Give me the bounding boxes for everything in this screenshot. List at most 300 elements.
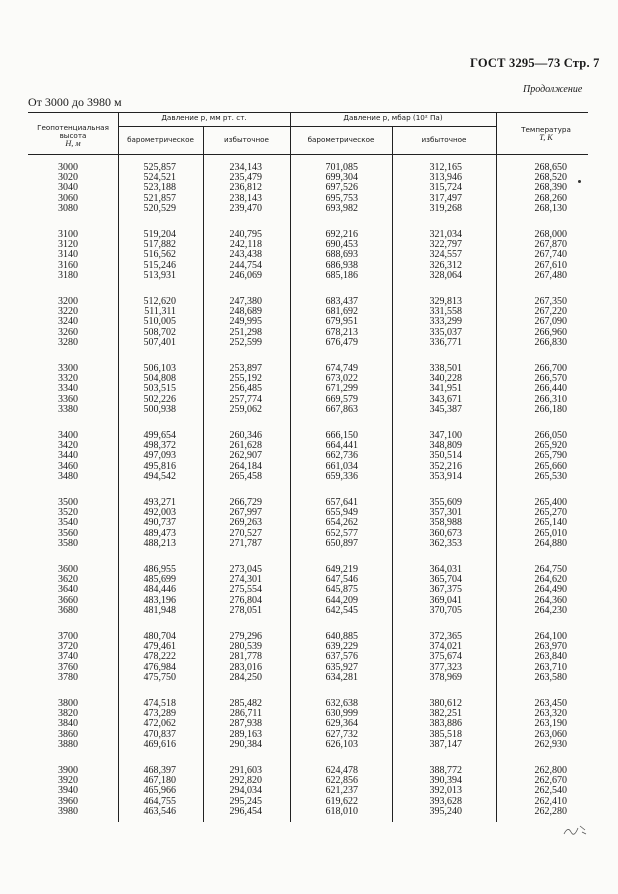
excess-mbar-cell: 365,704 [429,574,462,586]
excess-mbar-cell: 315,724 [429,182,462,194]
baro-mbar-cell: 679,951 [325,316,358,328]
table-row [0,431,618,441]
row-group [0,230,618,297]
baro-mm-cell: 465,966 [143,785,176,797]
table-row [0,261,618,271]
table-row [0,807,618,817]
height-cell: 3280 [58,336,78,348]
header-barometric-mm: барометрическое [127,135,194,144]
height-cell: 3940 [58,785,78,797]
temperature-cell: 265,920 [534,440,567,452]
baro-mbar-cell: 699,304 [325,172,358,184]
baro-mbar-cell: 655,949 [325,507,358,519]
excess-mm-cell: 236,812 [229,182,262,194]
excess-mm-cell: 262,907 [229,450,262,462]
height-cell: 3820 [58,708,78,720]
baro-mm-cell: 490,737 [143,517,176,529]
excess-mm-cell: 253,897 [229,363,262,374]
table-row [0,472,618,482]
excess-mm-cell: 243,438 [229,249,262,261]
baro-mbar-cell: 618,010 [325,805,358,817]
page-header: ГОСТ 3295—73 Стр. 7 [470,56,600,70]
table-row [0,240,618,250]
baro-mm-cell: 494,542 [143,470,176,482]
excess-mbar-cell: 331,558 [429,306,462,318]
height-cell: 3460 [58,460,78,472]
excess-mbar-cell: 383,886 [429,718,462,730]
temperature-cell: 268,650 [534,162,567,173]
excess-mm-cell: 280,539 [229,641,262,653]
excess-mbar-cell: 357,301 [429,507,462,519]
row-group [0,297,618,364]
excess-mbar-cell: 338,501 [429,363,462,374]
temperature-cell: 262,540 [534,785,567,797]
table-row [0,405,618,415]
header-bottom-rule [28,154,588,155]
height-cell: 3580 [58,537,78,549]
excess-mbar-cell: 324,557 [429,249,462,261]
temperature-cell: 266,440 [534,383,567,395]
table-row [0,709,618,719]
temperature-cell: 264,620 [534,574,567,586]
temperature-cell: 267,090 [534,316,567,328]
excess-mm-cell: 255,192 [229,373,262,385]
temperature-cell: 268,000 [534,229,567,240]
table-row [0,740,618,750]
table-row [0,271,618,281]
height-cell: 3800 [58,698,78,709]
header-excess-mbar: избыточное [421,135,467,144]
excess-mm-cell: 239,470 [229,202,262,214]
temperature-cell: 264,230 [534,604,567,616]
table-row [0,498,618,508]
baro-mm-cell: 484,446 [143,584,176,596]
temperature-cell: 264,880 [534,537,567,549]
excess-mm-cell: 260,346 [229,430,262,441]
baro-mbar-cell: 649,219 [325,564,358,575]
table-row [0,230,618,240]
baro-mbar-cell: 634,281 [325,671,358,683]
temperature-cell: 263,580 [534,671,567,683]
excess-mm-cell: 275,554 [229,584,262,596]
baro-mbar-cell: 640,885 [325,631,358,642]
table-row [0,307,618,317]
excess-mm-cell: 247,380 [229,296,262,307]
excess-mm-cell: 285,482 [229,698,262,709]
excess-mbar-cell: 348,809 [429,440,462,452]
excess-mbar-cell: 343,671 [429,393,462,405]
excess-mbar-cell: 350,514 [429,450,462,462]
excess-mm-cell: 266,729 [229,497,262,508]
baro-mm-cell: 515,246 [143,259,176,271]
table-row [0,384,618,394]
baro-mm-cell: 495,816 [143,460,176,472]
height-cell: 3100 [58,229,78,240]
baro-mbar-cell: 637,576 [325,651,358,663]
row-group [0,766,618,833]
baro-mm-cell: 524,521 [143,172,176,184]
height-cell: 3680 [58,604,78,616]
baro-mm-cell: 481,948 [143,604,176,616]
baro-mm-cell: 507,401 [143,336,176,348]
temperature-cell: 268,390 [534,182,567,194]
excess-mbar-cell: 390,394 [429,775,462,787]
table-row [0,183,618,193]
header-temperature: Температура T, K [521,125,571,142]
height-cell: 3040 [58,182,78,194]
baro-mm-cell: 479,461 [143,641,176,653]
baro-mbar-cell: 639,229 [325,641,358,653]
excess-mm-cell: 278,051 [229,604,262,616]
baro-mbar-cell: 632,638 [325,698,358,709]
excess-mbar-cell: 319,268 [429,202,462,214]
temperature-cell: 264,360 [534,594,567,606]
table-row [0,776,618,786]
height-cell: 3500 [58,497,78,508]
excess-mbar-cell: 392,013 [429,785,462,797]
temperature-cell: 263,710 [534,661,567,673]
table-row [0,364,618,374]
baro-mbar-cell: 674,749 [325,363,358,374]
excess-mbar-cell: 380,612 [429,698,462,709]
baro-mm-cell: 469,616 [143,738,176,750]
height-cell: 3640 [58,584,78,596]
baro-mm-cell: 474,518 [143,698,176,709]
baro-mbar-cell: 622,856 [325,775,358,787]
row-group [0,498,618,565]
temperature-cell: 266,180 [534,403,567,415]
baro-mm-cell: 517,882 [143,239,176,251]
excess-mbar-cell: 367,375 [429,584,462,596]
excess-mbar-cell: 340,228 [429,373,462,385]
table-body [0,163,618,833]
excess-mbar-cell: 374,021 [429,641,462,653]
temperature-cell: 263,450 [534,698,567,709]
table-row [0,508,618,518]
baro-mm-cell: 483,196 [143,594,176,606]
excess-mbar-cell: 347,100 [429,430,462,441]
temperature-cell: 266,700 [534,363,567,374]
table-row [0,585,618,595]
temperature-cell: 263,060 [534,728,567,740]
baro-mbar-cell: 626,103 [325,738,358,750]
baro-mm-cell: 519,204 [143,229,176,240]
excess-mbar-cell: 355,609 [429,497,462,508]
row-group [0,632,618,699]
baro-mbar-cell: 652,577 [325,527,358,539]
height-cell: 3400 [58,430,78,441]
temperature-cell: 262,670 [534,775,567,787]
baro-mbar-cell: 630,999 [325,708,358,720]
baro-mbar-cell: 683,437 [325,296,358,307]
baro-mm-cell: 498,372 [143,440,176,452]
baro-mm-cell: 500,938 [143,403,176,415]
excess-mm-cell: 251,298 [229,326,262,338]
temperature-cell: 265,270 [534,507,567,519]
height-cell: 3340 [58,383,78,395]
baro-mbar-cell: 690,453 [325,239,358,251]
height-cell: 3300 [58,363,78,374]
baro-mm-cell: 472,062 [143,718,176,730]
baro-mm-cell: 476,984 [143,661,176,673]
excess-mbar-cell: 369,041 [429,594,462,606]
excess-mm-cell: 276,804 [229,594,262,606]
height-cell: 3540 [58,517,78,529]
table-row [0,797,618,807]
baro-mbar-cell: 695,753 [325,192,358,204]
excess-mbar-cell: 317,497 [429,192,462,204]
height-cell: 3240 [58,316,78,328]
excess-mbar-cell: 393,628 [429,795,462,807]
table-row [0,575,618,585]
table-row [0,652,618,662]
baro-mm-cell: 473,289 [143,708,176,720]
table-top-rule [28,112,588,113]
baro-mm-cell: 510,005 [143,316,176,328]
temperature-cell: 262,930 [534,738,567,750]
baro-mbar-cell: 657,641 [325,497,358,508]
temperature-cell: 267,480 [534,269,567,281]
subheader-rule [118,126,496,127]
height-cell: 3980 [58,805,78,817]
excess-mbar-cell: 375,674 [429,651,462,663]
baro-mm-cell: 489,473 [143,527,176,539]
excess-mm-cell: 238,143 [229,192,262,204]
header-height: Геопотенциальная высота H, м [37,123,109,148]
table-row [0,565,618,575]
excess-mm-cell: 295,245 [229,795,262,807]
excess-mbar-cell: 312,165 [429,162,462,173]
excess-mm-cell: 294,034 [229,785,262,797]
baro-mm-cell: 521,857 [143,192,176,204]
table-row [0,719,618,729]
height-cell: 3060 [58,192,78,204]
baro-mm-cell: 497,093 [143,450,176,462]
excess-mbar-cell: 336,771 [429,336,462,348]
temperature-cell: 262,280 [534,805,567,817]
excess-mbar-cell: 364,031 [429,564,462,575]
excess-mm-cell: 265,458 [229,470,262,482]
table-row [0,673,618,683]
baro-mm-cell: 475,750 [143,671,176,683]
excess-mm-cell: 267,997 [229,507,262,519]
table-row [0,596,618,606]
baro-mbar-cell: 645,875 [325,584,358,596]
height-cell: 3920 [58,775,78,787]
table-row [0,194,618,204]
baro-mbar-cell: 644,209 [325,594,358,606]
temperature-cell: 265,010 [534,527,567,539]
excess-mbar-cell: 328,064 [429,269,462,281]
header-pressure-mbar: Давление p, мбар (10² Па) [343,113,443,122]
height-cell: 3220 [58,306,78,318]
temperature-cell: 265,790 [534,450,567,462]
excess-mm-cell: 259,062 [229,403,262,415]
excess-mbar-cell: 388,772 [429,765,462,776]
baro-mm-cell: 512,620 [143,296,176,307]
excess-mm-cell: 234,143 [229,162,262,173]
ink-dot [578,180,581,183]
baro-mbar-cell: 659,336 [325,470,358,482]
table-row [0,786,618,796]
table-row [0,699,618,709]
height-cell: 3660 [58,594,78,606]
excess-mbar-cell: 352,216 [429,460,462,472]
excess-mbar-cell: 360,673 [429,527,462,539]
baro-mm-cell: 468,397 [143,765,176,776]
temperature-cell: 267,610 [534,259,567,271]
temperature-cell: 265,660 [534,460,567,472]
excess-mbar-cell: 358,988 [429,517,462,529]
temperature-cell: 266,960 [534,326,567,338]
baro-mm-cell: 504,808 [143,373,176,385]
handwritten-mark [562,822,588,838]
row-group [0,163,618,230]
table-row [0,632,618,642]
excess-mm-cell: 257,774 [229,393,262,405]
height-cell: 3380 [58,403,78,415]
header-pressure-mm: Давление p, мм рт. ст. [161,113,247,122]
table-row [0,173,618,183]
baro-mm-cell: 464,755 [143,795,176,807]
row-group [0,565,618,632]
baro-mm-cell: 520,529 [143,202,176,214]
excess-mm-cell: 279,296 [229,631,262,642]
excess-mm-cell: 235,479 [229,172,262,184]
excess-mbar-cell: 370,705 [429,604,462,616]
temperature-cell: 265,140 [534,517,567,529]
continuation-label: Продолжение [523,84,583,95]
height-cell: 3320 [58,373,78,385]
excess-mm-cell: 270,527 [229,527,262,539]
excess-mm-cell: 252,599 [229,336,262,348]
excess-mbar-cell: 372,365 [429,631,462,642]
excess-mbar-cell: 341,951 [429,383,462,395]
baro-mm-cell: 463,546 [143,805,176,817]
baro-mm-cell: 467,180 [143,775,176,787]
baro-mbar-cell: 678,213 [325,326,358,338]
temperature-cell: 266,310 [534,393,567,405]
table-row [0,642,618,652]
row-group [0,699,618,766]
baro-mm-cell: 523,188 [143,182,176,194]
baro-mbar-cell: 688,693 [325,249,358,261]
height-cell: 3960 [58,795,78,807]
temperature-cell: 268,520 [534,172,567,184]
baro-mm-cell: 516,562 [143,249,176,261]
excess-mbar-cell: 329,813 [429,296,462,307]
table-row [0,451,618,461]
row-group [0,364,618,431]
baro-mm-cell: 508,702 [143,326,176,338]
baro-mm-cell: 503,515 [143,383,176,395]
excess-mm-cell: 273,045 [229,564,262,575]
table-row [0,529,618,539]
height-cell: 3880 [58,738,78,750]
temperature-cell: 267,740 [534,249,567,261]
height-cell: 3180 [58,269,78,281]
baro-mbar-cell: 642,545 [325,604,358,616]
excess-mbar-cell: 395,240 [429,805,462,817]
temperature-cell: 266,830 [534,336,567,348]
row-group [0,431,618,498]
height-cell: 3020 [58,172,78,184]
baro-mbar-cell: 664,441 [325,440,358,452]
excess-mbar-cell: 335,037 [429,326,462,338]
height-cell: 3160 [58,259,78,271]
excess-mm-cell: 271,787 [229,537,262,549]
excess-mbar-cell: 362,353 [429,537,462,549]
temperature-cell: 268,130 [534,202,567,214]
excess-mm-cell: 291,603 [229,765,262,776]
baro-mbar-cell: 697,526 [325,182,358,194]
height-cell: 3700 [58,631,78,642]
baro-mbar-cell: 676,479 [325,336,358,348]
baro-mm-cell: 478,222 [143,651,176,663]
baro-mm-cell: 488,213 [143,537,176,549]
excess-mm-cell: 290,384 [229,738,262,750]
baro-mbar-cell: 666,150 [325,430,358,441]
excess-mm-cell: 283,016 [229,661,262,673]
height-cell: 3080 [58,202,78,214]
height-cell: 3620 [58,574,78,586]
excess-mbar-cell: 385,518 [429,728,462,740]
excess-mbar-cell: 345,387 [429,403,462,415]
height-cell: 3120 [58,239,78,251]
table-row [0,338,618,348]
table-row [0,441,618,451]
excess-mbar-cell: 321,034 [429,229,462,240]
height-cell: 3420 [58,440,78,452]
temperature-cell: 264,100 [534,631,567,642]
excess-mm-cell: 269,263 [229,517,262,529]
table-row [0,730,618,740]
temperature-cell: 267,220 [534,306,567,318]
height-cell: 3520 [58,507,78,519]
excess-mbar-cell: 333,299 [429,316,462,328]
range-label: От 3000 до 3980 м [28,95,122,109]
baro-mm-cell: 485,699 [143,574,176,586]
temperature-cell: 263,190 [534,718,567,730]
baro-mm-cell: 470,837 [143,728,176,740]
baro-mbar-cell: 647,546 [325,574,358,586]
excess-mm-cell: 242,118 [229,239,262,251]
excess-mm-cell: 264,184 [229,460,262,472]
height-cell: 3360 [58,393,78,405]
excess-mbar-cell: 353,914 [429,470,462,482]
table-row [0,606,618,616]
header-barometric-mbar: барометрическое [307,135,375,144]
temperature-cell: 266,570 [534,373,567,385]
height-cell: 3140 [58,249,78,261]
baro-mbar-cell: 650,897 [325,537,358,549]
baro-mm-cell: 486,955 [143,564,176,575]
baro-mbar-cell: 686,938 [325,259,358,271]
excess-mm-cell: 284,250 [229,671,262,683]
baro-mm-cell: 525,857 [143,162,176,173]
excess-mbar-cell: 387,147 [429,738,462,750]
excess-mm-cell: 240,795 [229,229,262,240]
excess-mm-cell: 249,995 [229,316,262,328]
table-row [0,163,618,173]
height-cell: 3840 [58,718,78,730]
baro-mbar-cell: 662,736 [325,450,358,462]
height-cell: 3480 [58,470,78,482]
excess-mm-cell: 261,628 [229,440,262,452]
baro-mbar-cell: 667,863 [325,403,358,415]
baro-mm-cell: 492,003 [143,507,176,519]
height-cell: 3260 [58,326,78,338]
